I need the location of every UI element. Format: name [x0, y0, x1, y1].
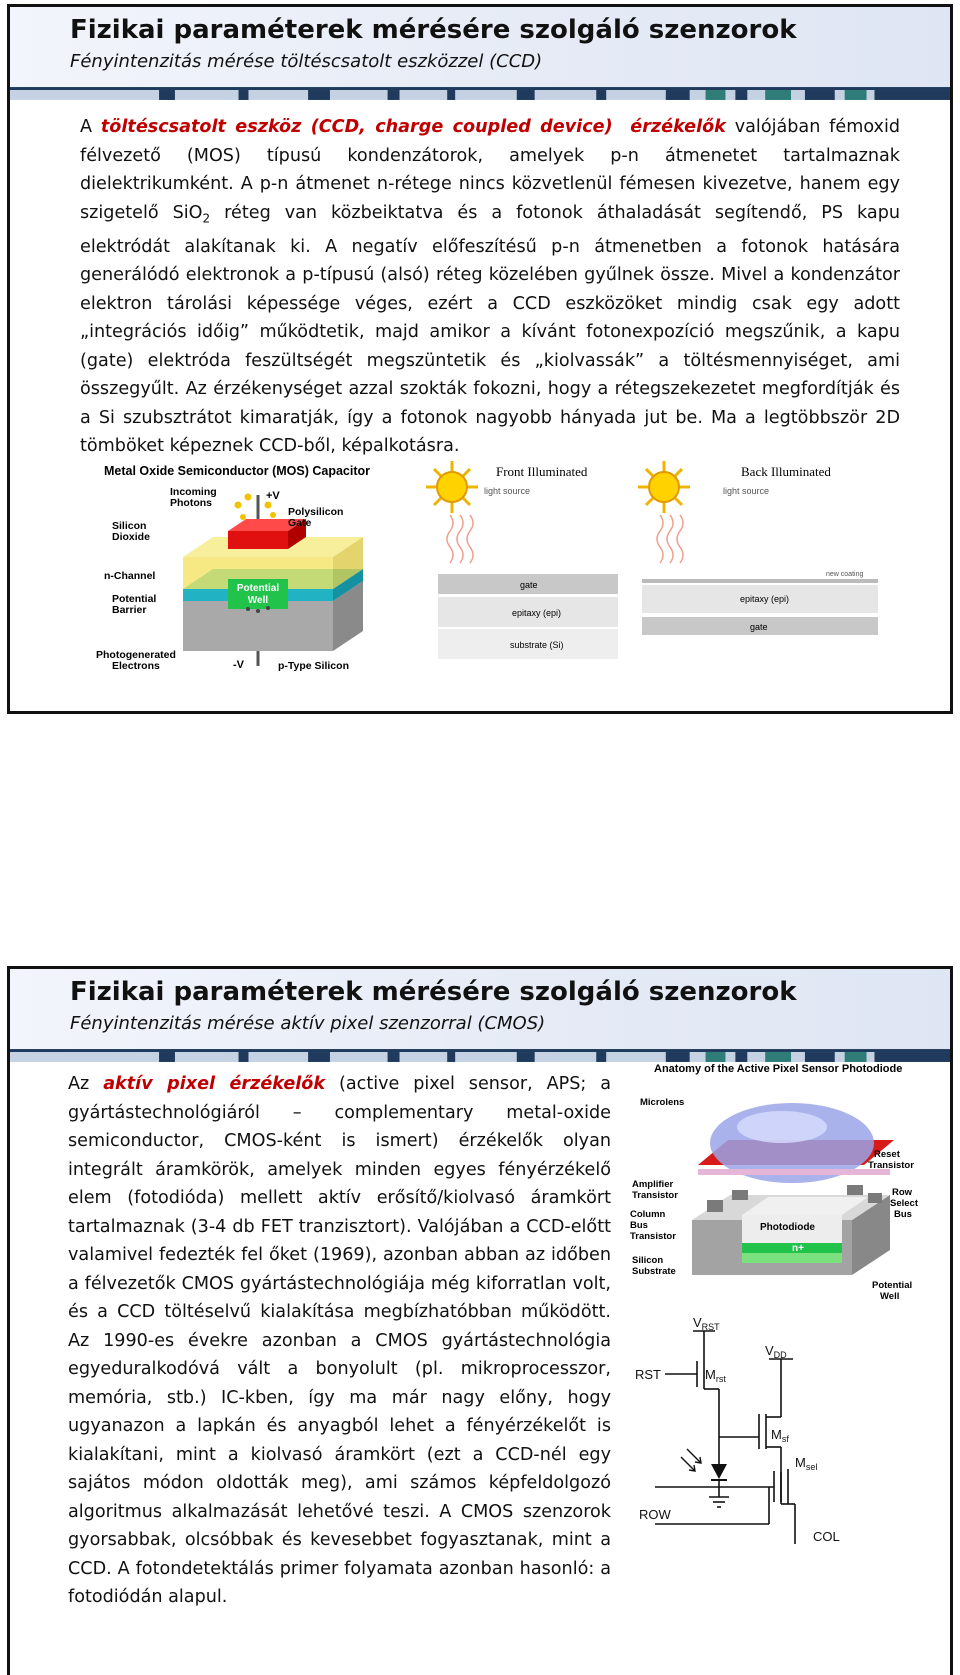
back-coating-label: new coating	[826, 571, 864, 578]
pink-layer	[698, 1169, 890, 1175]
label-row: ROW	[639, 1507, 671, 1522]
aps-paragraph	[68, 1070, 611, 1612]
slide-subtitle: Fényintenzitás mérése aktív pixel szenzorral (CMOS)	[70, 1013, 546, 1034]
label-col: COL	[813, 1529, 840, 1544]
front-gate-label: gate	[520, 580, 538, 590]
label-msel: M	[795, 1455, 806, 1470]
label-gate: Gate	[288, 517, 312, 529]
sun-icon	[638, 461, 690, 513]
aps-anatomy-figure	[632, 1045, 932, 1315]
label-amplifier-transistor: Transistor	[632, 1190, 678, 1201]
mos-title: Metal Oxide Semiconductor (MOS) Capacitor	[104, 464, 371, 478]
label-incoming: Incoming	[170, 486, 217, 498]
label-column-bus: Bus	[630, 1220, 648, 1231]
label-rst: RST	[635, 1367, 661, 1382]
label-silicon: Silicon	[632, 1255, 664, 1266]
svg-text:Msf	[771, 1427, 789, 1444]
well-label-1: Potential	[236, 583, 280, 594]
svg-text:Mrst	[705, 1367, 726, 1384]
term-aps: aktív pixel érzékelők	[103, 1074, 326, 1094]
back-gate-label: gate	[750, 622, 768, 632]
light-ray	[657, 515, 663, 563]
slide-title: Fizikai paraméterek mérésére szolgáló szenzorok	[70, 15, 797, 45]
label-well: Well	[880, 1291, 900, 1302]
para-intro: A	[80, 117, 93, 137]
label-photogenerated: Photogenerated	[96, 649, 176, 661]
label-column-transistor: Transistor	[630, 1231, 676, 1242]
label-dioxide: Dioxide	[112, 531, 150, 543]
label-potential: Potential	[112, 593, 157, 605]
ccd-paragraph	[80, 113, 900, 461]
potential-well-layer	[742, 1253, 842, 1263]
front-title: Front Illuminated	[496, 464, 588, 479]
label-mrst: M	[705, 1367, 716, 1382]
light-ray	[467, 515, 473, 563]
light-arrows-icon	[681, 1449, 701, 1471]
label-silicon: Silicon	[112, 520, 147, 532]
svg-text:VDD	[765, 1343, 787, 1360]
light-ray	[457, 515, 463, 563]
svg-text:Msel	[795, 1455, 817, 1472]
para-text-b: réteg van közbeiktatva és a fotonok áthaladását segítendő, PS kapu elektródát alakítanak ki. A negatív előfeszítésű p-n átmenetben a fotonok hatására generálódó elektronok a p-típusú (alsó) réteg közelében gyűlnek össze. Mivel a kondenzátor elektron tárolási képessége véges, ezért a CCD eszközöket mindig csak egy adott „integrációs időig” működtetik, majd amikor a kívánt fotonexpozíció megszűnik, a kapu (gate) elektróda feszültségét megszüntetik és „kiolvassák” a töltésmennyiséget, ami összegyűlt. Az érzékenységet azzal szokták fokozni, hogy a rétegszekezetet megfordítják és a Si szubsztrátot kimaratják, így a fotonok nagyobb hányada jut be. Ma a legtöbbször 2D tömböket képeznek CCD-ből, képalkotásra.	[80, 202, 901, 457]
front-substrate-label: substrate (Si)	[510, 640, 564, 650]
microlens-highlight	[737, 1111, 827, 1143]
para-intro: Az	[68, 1074, 90, 1094]
label-amplifier: Amplifier	[632, 1179, 674, 1190]
label-photons: Photons	[170, 497, 212, 509]
para-text: (active pixel sensor, APS; a gyártástechnológiáról – complementary metal-oxide semiconductor, CMOS-ként is ismert) érzékelők olyan integrált áramkörök, amelyek minden egyes fényérzékelő elem (fotodióda) mellett aktív erősítő/kiolvasó áramkört tartalmaznak (3-4 db FET tranzisztort). Valójában a CCD-előtt valamivel fedezték fel őket (1969), azonban abban az időben a félvezetők CMOS gyártástechnológiája még kiforratlan volt, és a CCD töltéselvű kialakítása megbízhatóbban működött. Az 1990-es évekre azonban a CMOS gyártástechnológia egyeduralkodóvá vált a bonyolult (pl. mikroprocesszor, memória, stb.) IC-kben, így ma már nagy előny, hogy ugyanazon a lapkán és anyagból lehet a fényérzékelőt is kialakítani, mint a kiolvasó áramkört (ezt a CCD-nél egy sajátos módon oldották meg), ami számos képfeldolgozó algoritmus alkalmazását lehetővé teszi. A CMOS szenzorok gyorsabbak, olcsóbbak és kevesebbet fogyasztanak, mint a CCD. A fotondetektálás primer folyamata azonban hasonló: a fotodiódán alapul.	[68, 1074, 612, 1607]
label-photodiode: Photodiode	[760, 1222, 815, 1233]
para-text-a: valójában fémoxid félvezető (MOS) típusú kondenzátorok, amelyek p-n átmenetet tartalmaznak dielektrikumként. A p-n átmenet n-rétege nincs közvetlenül fémesen kivezetve, hanem egy szigetelő SiO	[80, 117, 901, 223]
label-microlens: Microlens	[640, 1097, 685, 1108]
back-coating-layer	[642, 579, 878, 583]
svg-text:VRST	[693, 1315, 720, 1332]
label-nplus: n+	[792, 1243, 804, 1254]
pixel-circuit-figure	[635, 1315, 905, 1554]
well-label-2: Well	[247, 595, 269, 606]
slide-subtitle: Fényintenzitás mérése töltéscsatolt eszközzel (CCD)	[70, 51, 543, 72]
slide-header	[10, 7, 950, 87]
aps-title: Anatomy of the Active Pixel Sensor Photodiode	[654, 1063, 903, 1075]
label-substrate: Substrate	[632, 1266, 676, 1277]
label-column: Column	[630, 1209, 666, 1220]
back-title: Back Illuminated	[741, 464, 831, 479]
label-potential: Potential	[872, 1280, 913, 1291]
label-reset: Reset	[874, 1149, 900, 1160]
mos-capacitor-figure	[88, 461, 408, 676]
front-illuminated-figure	[430, 461, 630, 661]
label-polysilicon: Polysilicon	[288, 506, 344, 518]
back-light-source: light source	[723, 486, 770, 496]
slide-cmos	[7, 966, 953, 1675]
slide-ccd	[7, 4, 953, 714]
light-ray	[447, 515, 453, 563]
light-ray	[677, 515, 683, 563]
label-reset-transistor: Transistor	[868, 1160, 914, 1171]
slide-header	[10, 969, 950, 1049]
label-p-type: p-Type Silicon	[278, 660, 349, 672]
label-plus-v: +V	[266, 490, 280, 502]
label-barrier: Barrier	[112, 604, 147, 616]
photodiode-symbol	[711, 1464, 727, 1479]
label-row: Row	[892, 1187, 913, 1198]
label-vrst: V	[693, 1315, 702, 1330]
label-mrst-sub: rst	[715, 1374, 726, 1384]
back-illuminated-figure	[638, 461, 888, 661]
back-epi-label: epitaxy (epi)	[740, 594, 790, 604]
term-sensors: érzékelők	[630, 117, 726, 137]
decorative-band	[10, 87, 950, 100]
label-msf-sub: sf	[781, 1434, 789, 1444]
subscript-2: 2	[202, 211, 211, 226]
slide-title: Fizikai paraméterek mérésére szolgáló szenzorok	[70, 977, 797, 1007]
label-n-channel: n-Channel	[104, 570, 156, 582]
front-epi-label: epitaxy (epi)	[512, 608, 562, 618]
label-msel-sub: sel	[805, 1462, 818, 1472]
label-vdd-sub: DD	[773, 1350, 787, 1360]
label-select: Select	[890, 1198, 918, 1209]
label-electrons: Electrons	[112, 660, 160, 672]
label-bus: Bus	[894, 1209, 912, 1220]
label-minus-v: -V	[233, 659, 244, 671]
sun-icon	[426, 461, 478, 513]
label-msf: M	[771, 1427, 782, 1442]
gate-front	[228, 531, 288, 549]
label-vdd: V	[765, 1343, 774, 1358]
term-ccd: töltéscsatolt eszköz (CCD, charge coupled device)	[100, 117, 613, 137]
light-ray	[667, 515, 673, 563]
label-vrst-sub: RST	[701, 1322, 720, 1332]
front-light-source: light source	[484, 486, 531, 496]
